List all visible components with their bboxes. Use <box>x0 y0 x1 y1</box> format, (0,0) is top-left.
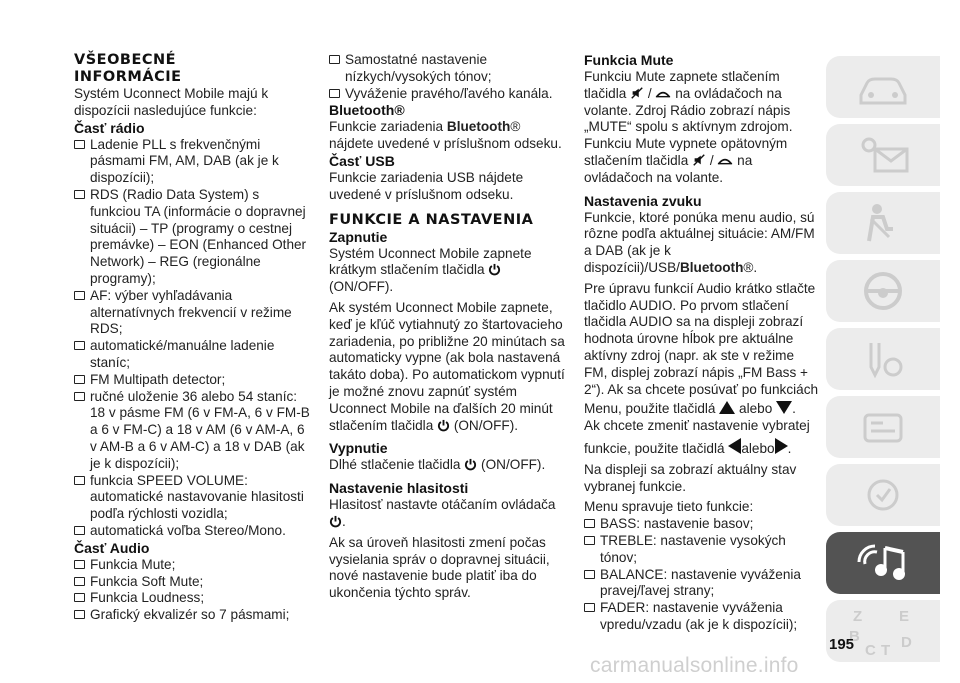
tab-service[interactable] <box>826 464 940 526</box>
list-item: Ladenie PLL s frekvenčnými pásmami FM, AM, DAB (ak je k dispozícii); <box>74 137 310 187</box>
voice-control-icon <box>655 88 671 100</box>
list-item: automatické/manuálne ladenie staníc; <box>74 338 310 372</box>
heading-mute: Funkcia Mute <box>584 52 674 68</box>
heading-sound-settings: Nastavenia zvuku <box>584 192 702 209</box>
menu-nav-text: Menu, použite tlačidlá alebo . <box>584 401 796 417</box>
right-arrow-icon <box>775 438 788 454</box>
list-item: ručné uloženie 36 alebo 54 staníc: 18 v pásme FM (6 v FM-A, 6 v FM-B a 6 v FM-C) a 18 v AM (6 v AM-A, 6 v AM-B a 6 v AM-C) a 18 v DAB (ak je k dispozícii); <box>74 389 310 473</box>
usb-text: Funkcie zariadenia USB nájdete uvedené v príslušnom odseku. <box>329 169 524 202</box>
list-item: FADER: nastavenie vyváženia vpredu/vzadu (ak je k dispozícii); <box>584 600 820 634</box>
mute-text: Funkciu Mute zapnete stlačením tlačidla / na ovládačoch na volante. Zdroj Rádio zobrazí nápis „MUTE“ spolu s aktívnym zdrojom. Funkciu Mute vypnete opätovným stlačením tlačidla / na ovládačoch na volante. <box>584 69 793 185</box>
breakdown-icon <box>853 405 913 449</box>
list-item: BASS: nastavenie basov; <box>584 516 820 533</box>
power-on-text: Systém Uconnect Mobile zapnete krátkym stlačením tlačidla (ON/OFF). <box>329 245 532 295</box>
up-arrow-icon <box>719 401 735 414</box>
tab-safety[interactable] <box>826 192 940 254</box>
list-item: FM Multipath detector; <box>74 372 310 389</box>
heading-power-off: Vypnutie <box>329 440 388 457</box>
index-letter: T <box>881 642 891 659</box>
column-3 <box>584 52 820 634</box>
warning-lights-icon <box>853 133 913 177</box>
service-icon <box>853 473 913 517</box>
volume-text: Hlasitosť nastavte otáčaním ovládača . <box>329 497 556 529</box>
tab-driving[interactable] <box>826 260 940 322</box>
mute-icon <box>692 153 706 167</box>
index-letter: E <box>899 608 910 625</box>
list-item: Funkcia Mute; <box>74 557 310 574</box>
tab-emergency[interactable] <box>826 396 940 458</box>
power-icon <box>437 419 450 432</box>
list-item: Funkcia Loudness; <box>74 590 310 607</box>
intro-text: Systém Uconnect Mobile majú k dispozícii nasledujúce funkcie: <box>74 86 269 118</box>
index-letter: B <box>849 628 860 645</box>
column-2 <box>329 52 565 602</box>
list-item: automatická voľba Stereo/Mono. <box>74 523 310 540</box>
list-item: Vyváženie pravého/ľavého kanála. <box>329 86 565 103</box>
list-item: AF: výber vyhľadávania alternatívnych frekvencií v režime RDS; <box>74 288 310 338</box>
sound-settings-text: Funkcie, ktoré ponúka menu audio, sú rôzne podľa aktuálnej situácie: AM/FM a DAB (ak je k dispozícii)/USB/Bluetooth®. <box>584 209 815 275</box>
watermark: carmanualsonline.info <box>590 654 799 677</box>
page-number: 195 <box>829 636 855 653</box>
audio-list <box>74 557 310 624</box>
power-icon <box>329 515 342 528</box>
tab-warning-lights[interactable] <box>826 124 940 186</box>
power-off-text: Dlhé stlačenie tlačidla (ON/OFF). <box>329 457 546 473</box>
heading-usb: Časť USB <box>329 152 395 169</box>
car-info-icon <box>853 65 913 109</box>
list-item: funkcia SPEED VOLUME: automatické nastavovanie hlasitosti podľa rýchlosti vozidla; <box>74 473 310 523</box>
multimedia-icon <box>851 538 915 588</box>
menu-functions-text: Menu spravuje tieto funkcie: <box>584 499 754 515</box>
power-icon <box>488 263 501 276</box>
display-status-text: Na displeji sa zobrazí aktuálny stav vybranej funkcie. <box>584 461 797 494</box>
section-heading-functions: FUNKCIE A NASTAVENIA <box>329 211 534 228</box>
mute-icon <box>630 86 644 100</box>
audio-button-text: Pre úpravu funkcií Audio krátko stlačte tlačidlo AUDIO. Po prvom stlačení tlačidla AUDIO sa na displeji zobrazí hodnota úrovne hĺbok pre aktuálne aktívny zdroj (napr. ak ste v režime FM, displej zobrazí nápis „FM Bass + 2“). Ak sa chcete posúvať po funkciách <box>584 280 819 397</box>
heading-radio: Časť rádio <box>74 119 145 136</box>
index-letter: C <box>865 642 876 659</box>
radio-list <box>74 137 310 540</box>
heading-power-on: Zapnutie <box>329 228 388 245</box>
list-item: BALANCE: nastavenie vyváženia pravej/ľavej strany; <box>584 567 820 601</box>
auto-off-text: Ak systém Uconnect Mobile zapnete, keď je kľúč vytiahnutý zo štartovacieho zariadenia, po približne 20 minútach sa automaticky vypne (ak bola nastavená takáto doba). Po automatickom vypnutí je možné znovu zapnúť systém Uconnect Mobile na ďalších 20 minút stlačením tlačidla (ON/OFF). <box>329 299 565 433</box>
left-arrow-icon <box>728 438 741 454</box>
seat-belt-icon <box>853 201 913 245</box>
voice-control-icon <box>717 155 733 167</box>
heading-bluetooth: Bluetooth® <box>329 102 405 119</box>
list-item: TREBLE: nastavenie vysokých tónov; <box>584 533 820 567</box>
tab-maintenance[interactable] <box>826 328 940 390</box>
bluetooth-text: Funkcie zariadenia Bluetooth® nájdete uvedené v príslušnom odseku. <box>329 119 562 152</box>
list-item: Funkcia Soft Mute; <box>74 574 310 591</box>
section-heading-general-info: VŠEOBECNÉ INFORMÁCIE <box>74 52 182 85</box>
list-item: RDS (Radio Data System) s funkciou TA (informácie o dopravnej situácii) – TP (programy o cestnej premávke) – EON (Enhanced Other Network) – REG (regionálne programy); <box>74 187 310 288</box>
volume-info-text: Ak sa úroveň hlasitosti zmení počas vysielania správ o dopravnej situácii, nové nastavenie bude platiť iba do ukončenia týchto správ. <box>329 534 550 601</box>
list-item: Samostatné nastavenie nízkych/vysokých tónov; <box>329 52 565 86</box>
heading-volume: Nastavenie hlasitosti <box>329 480 469 497</box>
index-letter: D <box>901 634 912 651</box>
tab-multimedia[interactable] <box>826 532 940 594</box>
wrench-icon <box>853 337 913 381</box>
index-letter: Z <box>853 608 863 625</box>
chapter-tabs <box>826 56 940 668</box>
function-nav-text: funkcie, použite tlačidlá alebo . <box>584 438 820 458</box>
change-setting-text: Ak chcete zmeniť nastavenie vybratej <box>584 418 810 434</box>
down-arrow-icon <box>776 401 792 414</box>
index-letters-icon <box>843 603 923 659</box>
steering-wheel-icon <box>853 269 913 313</box>
power-icon <box>464 458 477 471</box>
heading-audio: Časť Audio <box>74 539 150 556</box>
tab-car-info[interactable] <box>826 56 940 118</box>
list-item: Grafický ekvalizér so 7 pásmami; <box>74 607 310 624</box>
column-1 <box>74 52 310 624</box>
